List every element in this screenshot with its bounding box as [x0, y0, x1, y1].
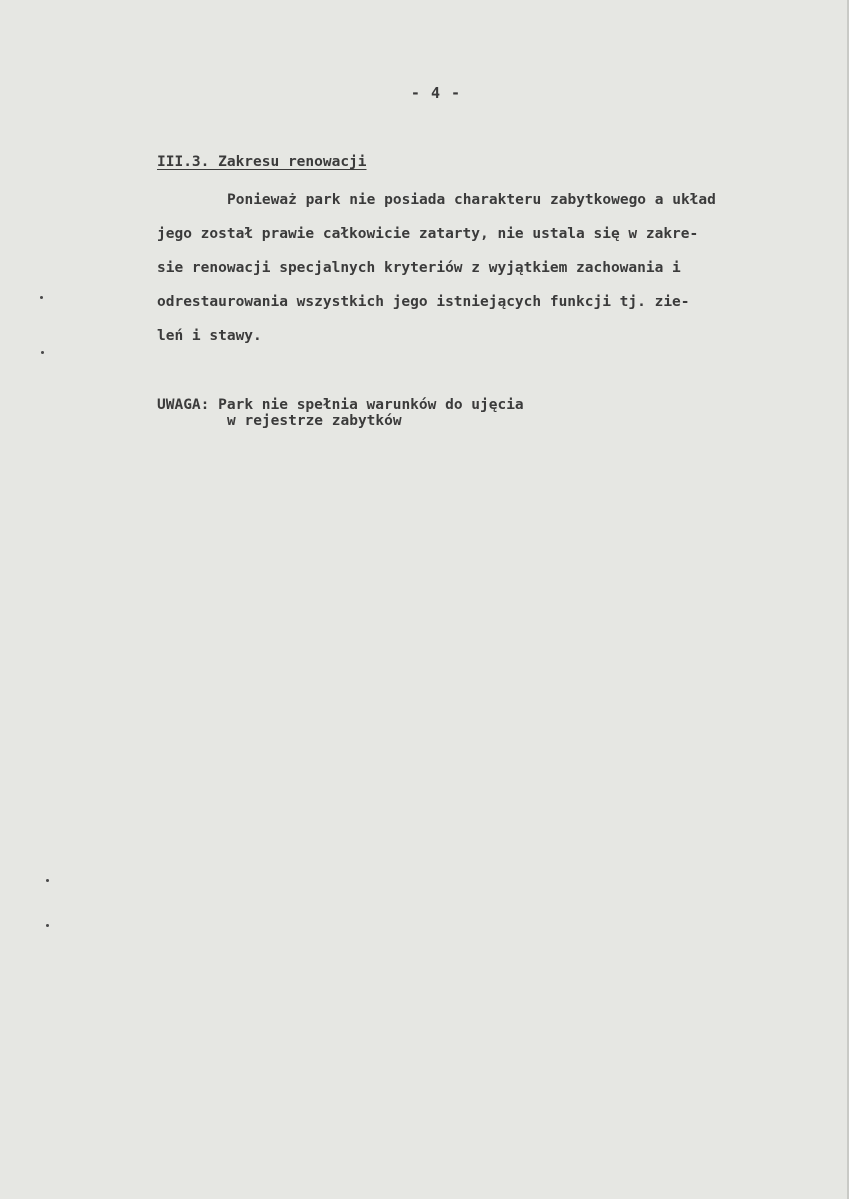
note-line-1 — [157, 397, 524, 413]
paragraph-line: Ponieważ park nie posiada charakteru zabytkowego a układ — [227, 192, 716, 208]
paragraph-line: odrestaurowania wszystkich jego istniejących funkcji tj. zie- — [157, 294, 690, 310]
note-label: UWAGA: — [157, 397, 210, 413]
paragraph-line: sie renowacji specjalnych kryteriów z wyjątkiem zachowania i — [157, 260, 681, 276]
page-number: - 4 - — [410, 84, 462, 102]
note-block — [157, 397, 524, 429]
note-text-1: Park nie spełnia warunków do ujęcia — [218, 397, 524, 413]
paragraph-line: jego został prawie całkowicie zatarty, nie ustala się w zakre- — [157, 226, 699, 242]
paragraph-line: leń i stawy. — [157, 328, 262, 344]
punch-mark — [46, 879, 49, 882]
note-text-2: w rejestrze zabytków — [227, 413, 402, 429]
punch-mark — [41, 351, 44, 354]
punch-mark — [40, 296, 43, 299]
section-heading: III.3. Zakresu renowacji — [157, 154, 367, 170]
section-paragraph — [157, 183, 817, 353]
punch-mark — [46, 924, 49, 927]
